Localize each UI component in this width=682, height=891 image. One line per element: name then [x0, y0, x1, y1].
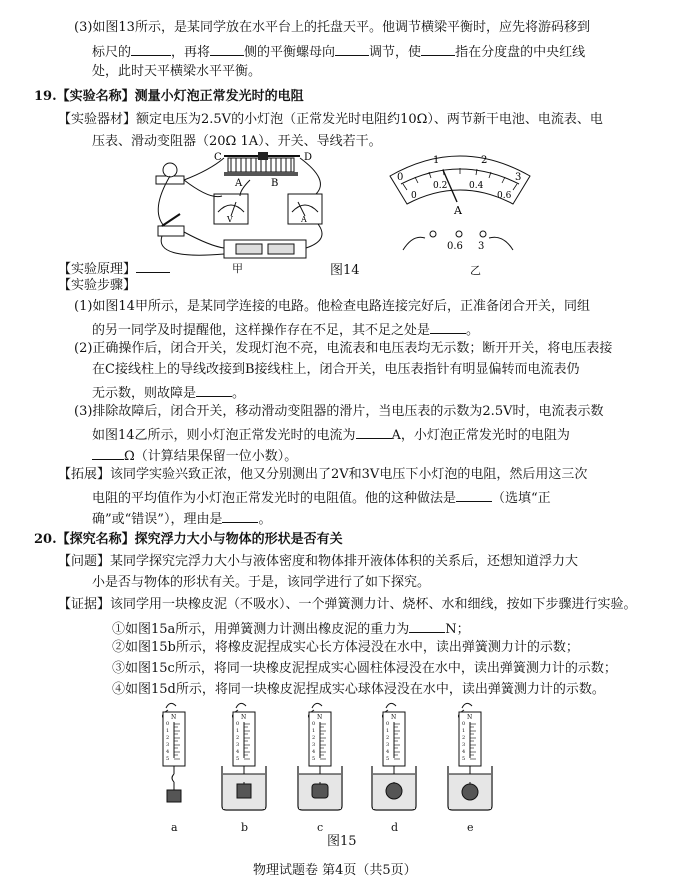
q19-ext-line2	[92, 487, 551, 508]
svg-text:V: V	[227, 215, 233, 224]
q19-ext-line3	[92, 508, 271, 529]
q19-s1-l2a: 的另一同学及时提醒他，这样操作存在不足，其不足之处是	[92, 323, 431, 338]
q20-evidence-step3: ③如图15c所示，将同一块橡皮泥捏成实心圆柱体浸没在水中，读出弹簧测力计的示数；	[112, 661, 617, 676]
figure-15d	[372, 703, 416, 810]
q19-s1-line2	[92, 319, 479, 340]
q19-steps-label: 【实验步骤】	[58, 278, 137, 293]
q19-ext-line1: 【拓展】该同学实验兴致正浓，他又分别测出了2V和3V电压下小灯泡的电阻，然后用这三次	[58, 467, 588, 482]
q20-evidence-step1	[112, 618, 470, 639]
answer-blank[interactable]	[430, 319, 466, 334]
q19-s3-l2b: A，小灯泡正常发光时的电阻为	[391, 428, 570, 443]
q20-question-line1: 【问题】某同学探究完浮力大小与液体密度和物体排开液体体积的关系后，还想知道浮力大	[58, 554, 579, 569]
figure-15-label: 图15	[327, 834, 357, 849]
panel-label-b: b	[241, 821, 249, 834]
terminal-3: 3	[478, 241, 485, 252]
q19-s2-line1: (2)正确操作后，闭合开关，发现灯泡不亮，电流表和电压表均无示数；断开开关，将电压表接	[74, 341, 613, 356]
q19-s3-line3	[92, 445, 297, 466]
panel-label-e: e	[467, 821, 474, 834]
rheostat-icon	[224, 152, 300, 176]
q18-s3-line1: (3)如图13所示，是某同学放在水平台上的托盘天平。他调节横梁平衡时，应先将游码移到	[74, 20, 590, 35]
figure-15a	[162, 703, 185, 802]
q19-ext-l2a: 电阻的平均值作为小灯泡正常发光时的电阻值。他的这种做法是	[92, 491, 457, 506]
dial-unit: A	[454, 204, 462, 217]
q20-ev-s1b: N；	[445, 622, 470, 637]
q18-s3-l2e: 指在分度盘的中央红线	[455, 45, 586, 60]
ammeter-device-icon	[288, 194, 322, 224]
dial-large-3: 3	[515, 172, 522, 183]
panel-label-a: a	[171, 821, 178, 834]
answer-blank[interactable]	[131, 41, 171, 56]
dial-large-0: 0	[397, 172, 404, 183]
q20-title: 20.【探究名称】探究浮力大小与物体的形状是否有关	[34, 532, 343, 547]
q20-question-line2: 小是否与物体的形状有关。于是，该同学进行了如下探究。	[92, 575, 431, 590]
answer-blank[interactable]	[210, 41, 244, 56]
figure-15e	[448, 703, 492, 810]
figure-14-ammeter-dial	[385, 146, 535, 258]
q18-s3-l2d: 调节，使	[369, 45, 422, 60]
q19-s2-l3a: 无示数，则故障是	[92, 386, 197, 401]
q19-equipment-line2: 压表、滑动变阻器（20Ω 1A）、开关、导线若干。	[92, 134, 382, 149]
q18-s3-l2a: 标尺的	[92, 45, 132, 60]
rheostat-c-label: C	[214, 152, 222, 163]
dial-large-2: 2	[481, 155, 488, 166]
answer-blank[interactable]	[196, 382, 232, 397]
dial-small-1: 0.2	[433, 181, 448, 191]
q18-s3-l2b: ，再将	[171, 45, 211, 60]
q19-s3-l3: Ω（计算结果保留一位小数）。	[124, 449, 298, 464]
answer-blank[interactable]	[92, 445, 124, 460]
q19-s2-line2: 在C接线柱上的导线改接到B接线柱上，闭合开关，电压表指针有明显偏转而电流表仍	[92, 362, 580, 377]
q20-ev-s1a: ①如图15a所示，用弹簧测力计测出橡皮泥的重力为	[112, 622, 410, 637]
figure-15: N 012 345	[140, 700, 540, 818]
q18-s3-line2	[92, 41, 585, 62]
q20-evidence-step2: ②如图15b所示，将橡皮泥捏成实心长方体浸没在水中，读出弹簧测力计的示数；	[112, 640, 579, 655]
answer-blank[interactable]	[335, 41, 369, 56]
panel-label-d: d	[391, 821, 399, 834]
svg-text:A: A	[301, 215, 307, 224]
q19-s1-l2b: 。	[466, 323, 480, 338]
terminal-0-6: 0.6	[447, 241, 463, 252]
figure-15c	[298, 703, 342, 810]
rheostat-b-label: B	[271, 178, 279, 189]
q19-ext-l3a: 确”或“错误”），理由是	[92, 512, 223, 527]
q19-s2-line3	[92, 382, 245, 403]
q19-s2-l3b: 。	[232, 386, 246, 401]
q19-ext-l3b: 。	[258, 512, 272, 527]
q19-s3-l2a: 如图14乙所示，则小灯泡正常发光时的电流为	[92, 428, 356, 443]
dial-small-2: 0.4	[469, 181, 484, 191]
bulb-icon	[156, 163, 184, 184]
figure-14-circuit	[140, 150, 340, 268]
page-footer: 物理试题卷 第4页（共5页）	[253, 863, 417, 878]
figure-14-label: 图14	[330, 263, 360, 278]
answer-blank[interactable]	[356, 424, 392, 439]
q19-s1-line1: (1)如图14甲所示，是某同学连接的电路。他检查电路连接完好后，正准备闭合开关，同组	[74, 299, 590, 314]
figure-14-yi-label: 乙	[470, 264, 481, 277]
answer-blank[interactable]	[136, 258, 170, 273]
q19-s3-line2	[92, 424, 570, 445]
voltmeter-icon	[214, 194, 248, 224]
answer-blank[interactable]	[409, 618, 445, 633]
q19-s3-line1: (3)排除故障后，闭合开关，移动滑动变阻器的滑片，当电压表的示数为2.5V时，电流表示数	[74, 404, 604, 419]
answer-blank[interactable]	[421, 41, 455, 56]
q19-equipment-line1: 【实验器材】额定电压为2.5V的小灯泡（正常发光时电阻约10Ω）、两节新干电池、电流表、电	[58, 112, 603, 127]
answer-blank[interactable]	[222, 508, 258, 523]
principle-label: 【实验原理】	[58, 262, 137, 277]
q18-s3-l2c: 侧的平衡螺母向	[244, 45, 336, 60]
q19-ext-l2b: （选填“正	[492, 491, 551, 506]
q20-evidence-line1: 【证据】该同学用一块橡皮泥（不吸水）、一个弹簧测力计、烧杯、水和细线，按如下步骤进行实验。	[58, 597, 637, 612]
q18-s3-line3: 处，此时天平横梁水平平衡。	[92, 64, 262, 79]
q20-evidence-step4: ④如图15d所示，将同一块橡皮泥捏成实心球体浸没在水中，读出弹簧测力计的示数。	[112, 682, 605, 697]
battery-icon	[224, 240, 306, 258]
dial-small-0: 0	[411, 191, 417, 201]
dial-large-1: 1	[433, 155, 440, 166]
rheostat-d-label: D	[304, 152, 313, 163]
switch-icon	[158, 214, 184, 236]
answer-blank[interactable]	[456, 487, 492, 502]
figure-14-jia-label: 甲	[232, 262, 243, 275]
q19-title: 19.【实验名称】测量小灯泡正常发光时的电阻	[34, 89, 304, 104]
q19-principle	[58, 258, 170, 279]
panel-label-c: c	[317, 821, 324, 834]
figure-15b	[222, 703, 266, 810]
dial-small-3: 0.6	[497, 191, 512, 201]
rheostat-a-label: A	[235, 178, 243, 189]
